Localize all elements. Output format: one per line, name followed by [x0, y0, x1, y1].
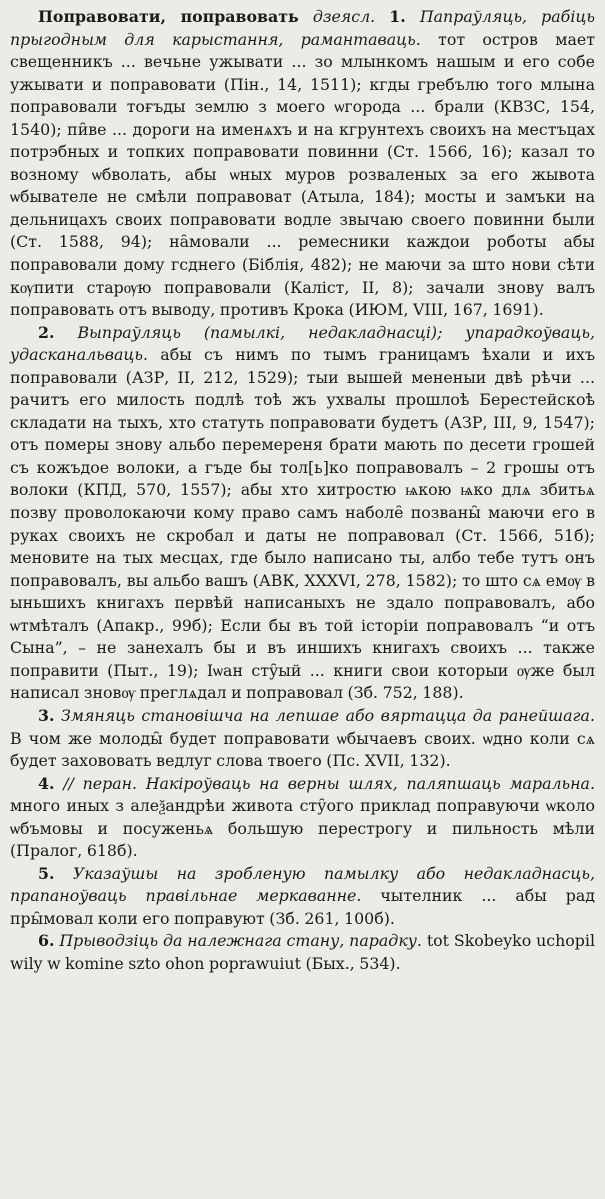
sense-number: 5. [38, 863, 55, 883]
part-of-speech: дзеясл. [312, 7, 376, 26]
sense-citations: абы съ нимъ по тымъ границамъ ѣхали и ихъ поправовали (АЗР, II, 212, 1529); тыи вышей мененыи двѣ рѣчи ... рачитъ его милость подлѣ тоѣ жъ ухвалы прошлоѣ Берестейскоѣ складати на тыхъ, хто статуть поправовати будетъ (АЗР, III, 9, 1547); отъ померы знову альбо перемереня брати мають по десети грошей съ кожъдое волоки, а гъде бы тол[ь]ко поправовалъ – 2 грошы отъ волоки (КПД, 570, 1557); абы хто хитростю ѩкою ѩко длѧ збитьѧ позву проволокаючи кому право самъ наболе̑ позваны̑ маючи его в руках своихъ не скробал и даты не поправовал (Ст. 1566, 51б); меновите на тых месцах, где было написано ты, албо тебе тутъ онъ поправовалъ, вы альбо вашъ (АВК, XXXVI, 278, 1582); то што сѧ емѹ в ыньшихъ книгахъ первѣй написаныхъ не здало поправовалъ, або ѡтмѣталъ (Апакр., 99б); Если бы въ той історіи поправовалъ “и отъ Сына”, – не занехалъ бы и въ иншихъ книгахъ своихъ ... также поправити (Пыт., 19); Іѡан сту̑ый ... книги свои которыи ѹже был написал зновѹ преглѧдал и поправовал (Зб. 752, 188). [10, 345, 595, 703]
sense-definition: Указаўшы на зробленую памылку або недакладнасць, прапаноўваць правільнае меркаванне. [10, 863, 595, 906]
sense-3 [10, 705, 595, 773]
sense-6 [10, 930, 595, 975]
sense-5 [10, 863, 595, 931]
sense-number: 2. [38, 322, 55, 342]
sense-definition: Выпраўляць (памылкі, недакладнасці); упарадкоўваць, удасканальваць. [10, 322, 595, 365]
sense-definition: Папраўляць, рабіць прыгодным для карыстання, рамантаваць. [10, 7, 595, 49]
sense-number: 6. [38, 931, 55, 951]
sense-citations: тот остров мает свещенникъ ... вечьне ужывати ... зо млынкомъ нашым и его собе ужывати и поправовати (Пін., 14, 1511); кгды гребълю того млына поправовали тоғъды землю з моего ѡгорода ... брали (КВЗС, 154, 1540); пи̑ве ... дороги на именѧхъ и на кгрунтехъ своихъ на местъцах потрэбных и топких поправовати повинни (Ст. 1566, 16); казал то возному ѡбволать, абы ѡных муров розваленых за его жывота ѡбывателе не смѣли поправоват (Атыла, 184); мосты и замъки на дельницахъ своих поправовати водле звычаю своего повинни были (Ст. 1588, 94); на̑мовали ... ремесники каждои роботы абы поправовали дому гсднего (Біблія, 482); не маючи за што нови сѣти кѹпити старѹю поправовали (Каліст, II, 8); зачали знову валъ поправовать отъ выводу, противъ Крока (ИЮМ, VIII, 167, 1691). [10, 29, 595, 320]
dictionary-entry [10, 6, 595, 976]
sense-2 [10, 322, 595, 705]
sense-citations: tot Skobeyko uchopil wily w komine szto ohon poprawuiut (Бых., 534). [10, 931, 596, 973]
sense-number: 1. [389, 7, 406, 26]
headword: Поправовати, поправовать [38, 7, 299, 26]
sense-definition: Прыводзіць да належнага стану, парадку. [59, 931, 422, 951]
sense-number: 3. [38, 705, 55, 725]
sense-citations: чытелник ... абы рад пры̑мовал коли его поправуют (Зб. 261, 100б). [10, 886, 595, 928]
sense-citations: много иных з алеѯандрѣи живота сту̑ого приклад поправуючи ѡколо ѡбъмовы и посуженьѧ большую перестрогу и пильность мѣли (Пралог, 618б). [10, 796, 595, 861]
sense-citations: В чом же молоды̑ будет поправовати ѡбычаевъ своих. ѡдно коли сѧ будет захововать ведлуг слова твоего (Пс. XVII, 132). [10, 728, 595, 771]
sense-1 [10, 6, 595, 322]
sense-definition: // перан. Накіроўваць на верны шлях, паляпшаць маральна. [63, 773, 595, 793]
sense-4 [10, 773, 595, 863]
sense-definition: Змяняць становішча на лепшае або вяртацца да ранейшага. [61, 705, 595, 725]
sense-number: 4. [38, 773, 55, 793]
